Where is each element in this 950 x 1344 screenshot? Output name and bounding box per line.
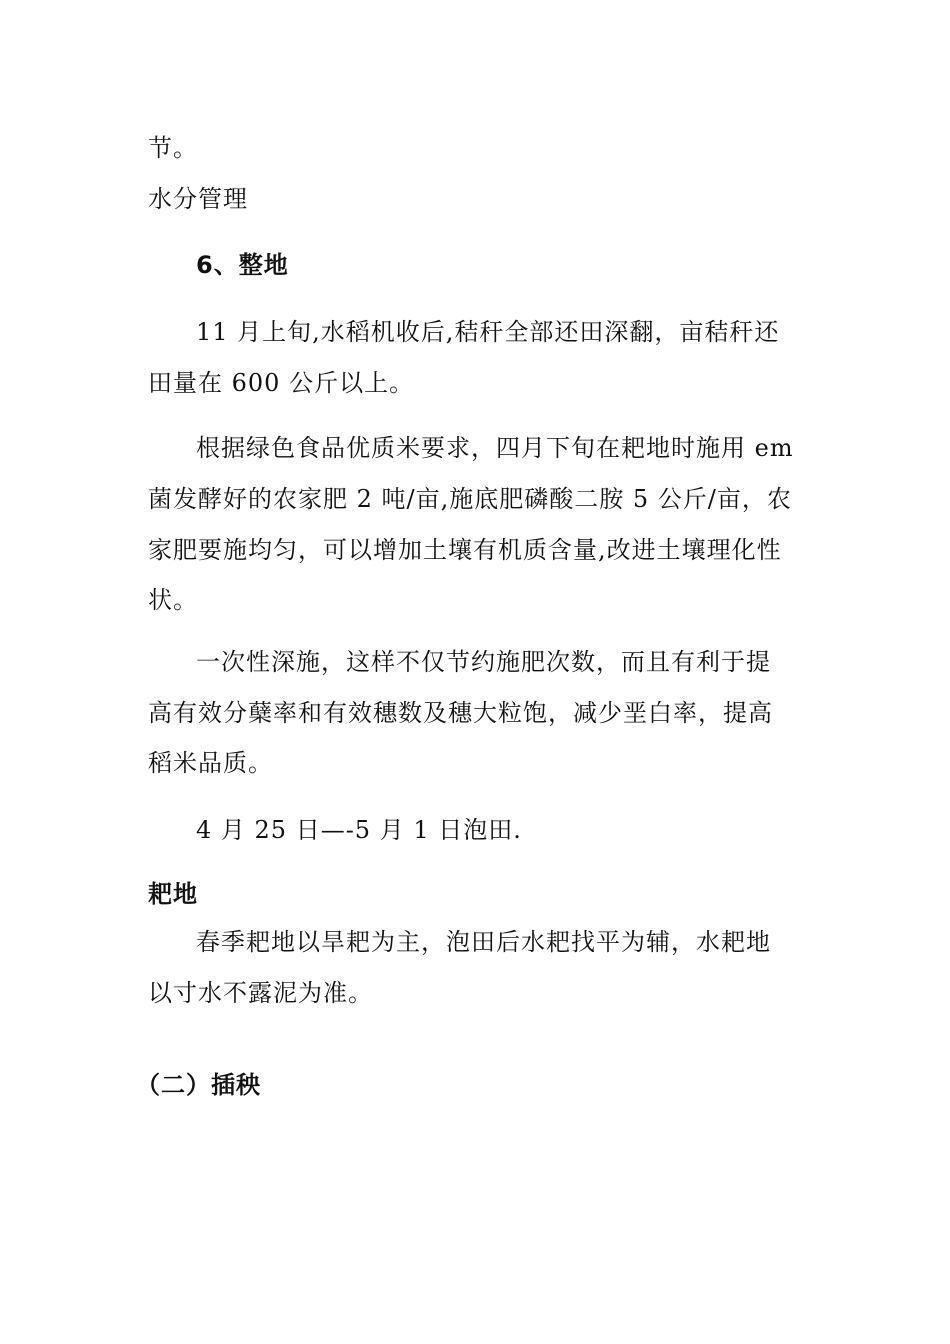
paragraph-5-line-2: 以寸水不露泥为准。 xyxy=(148,979,373,1007)
paragraph-2-line-3: 家肥要施均匀，可以增加土壤有机质含量,改进土壤理化性 xyxy=(148,536,782,564)
section-label-water-management: 水分管理 xyxy=(148,185,248,213)
paragraph-1-line-2: 田量在 600 公斤以上。 xyxy=(148,369,415,397)
paragraph-1-line-1: 11 月上旬,水稻机收后,秸秆全部还田深翻，亩秸秆还 xyxy=(196,318,780,346)
paragraph-2-line-4: 状。 xyxy=(148,586,198,614)
paragraph-3-line-2: 高有效分蘖率和有效穗数及穗大粒饱，减少垩白率，提高 xyxy=(148,699,773,727)
paragraph-5-line-1: 春季耙地以旱耙为主，泡田后水耙找平为辅，水耙地 xyxy=(196,928,771,956)
heading-transplanting: （二）插秧 xyxy=(136,1071,261,1099)
paragraph-3-line-1: 一次性深施，这样不仅节约施肥次数，而且有利于提 xyxy=(196,648,771,676)
heading-land-preparation: 6、整地 xyxy=(196,251,289,279)
paragraph-4-line-1: 4 月 25 日—-5 月 1 日泡田. xyxy=(196,816,522,844)
paragraph-2-line-1: 根据绿色食品优质米要求，四月下旬在耙地时施用 em xyxy=(196,434,794,462)
text-line-continuation: 节。 xyxy=(148,134,198,162)
paragraph-2-line-2: 菌发酵好的农家肥 2 吨/亩,施底肥磷酸二胺 5 公斤/亩，农 xyxy=(148,485,792,513)
heading-harrowing: 耙地 xyxy=(148,880,198,908)
paragraph-3-line-3: 稻米品质。 xyxy=(148,749,273,777)
